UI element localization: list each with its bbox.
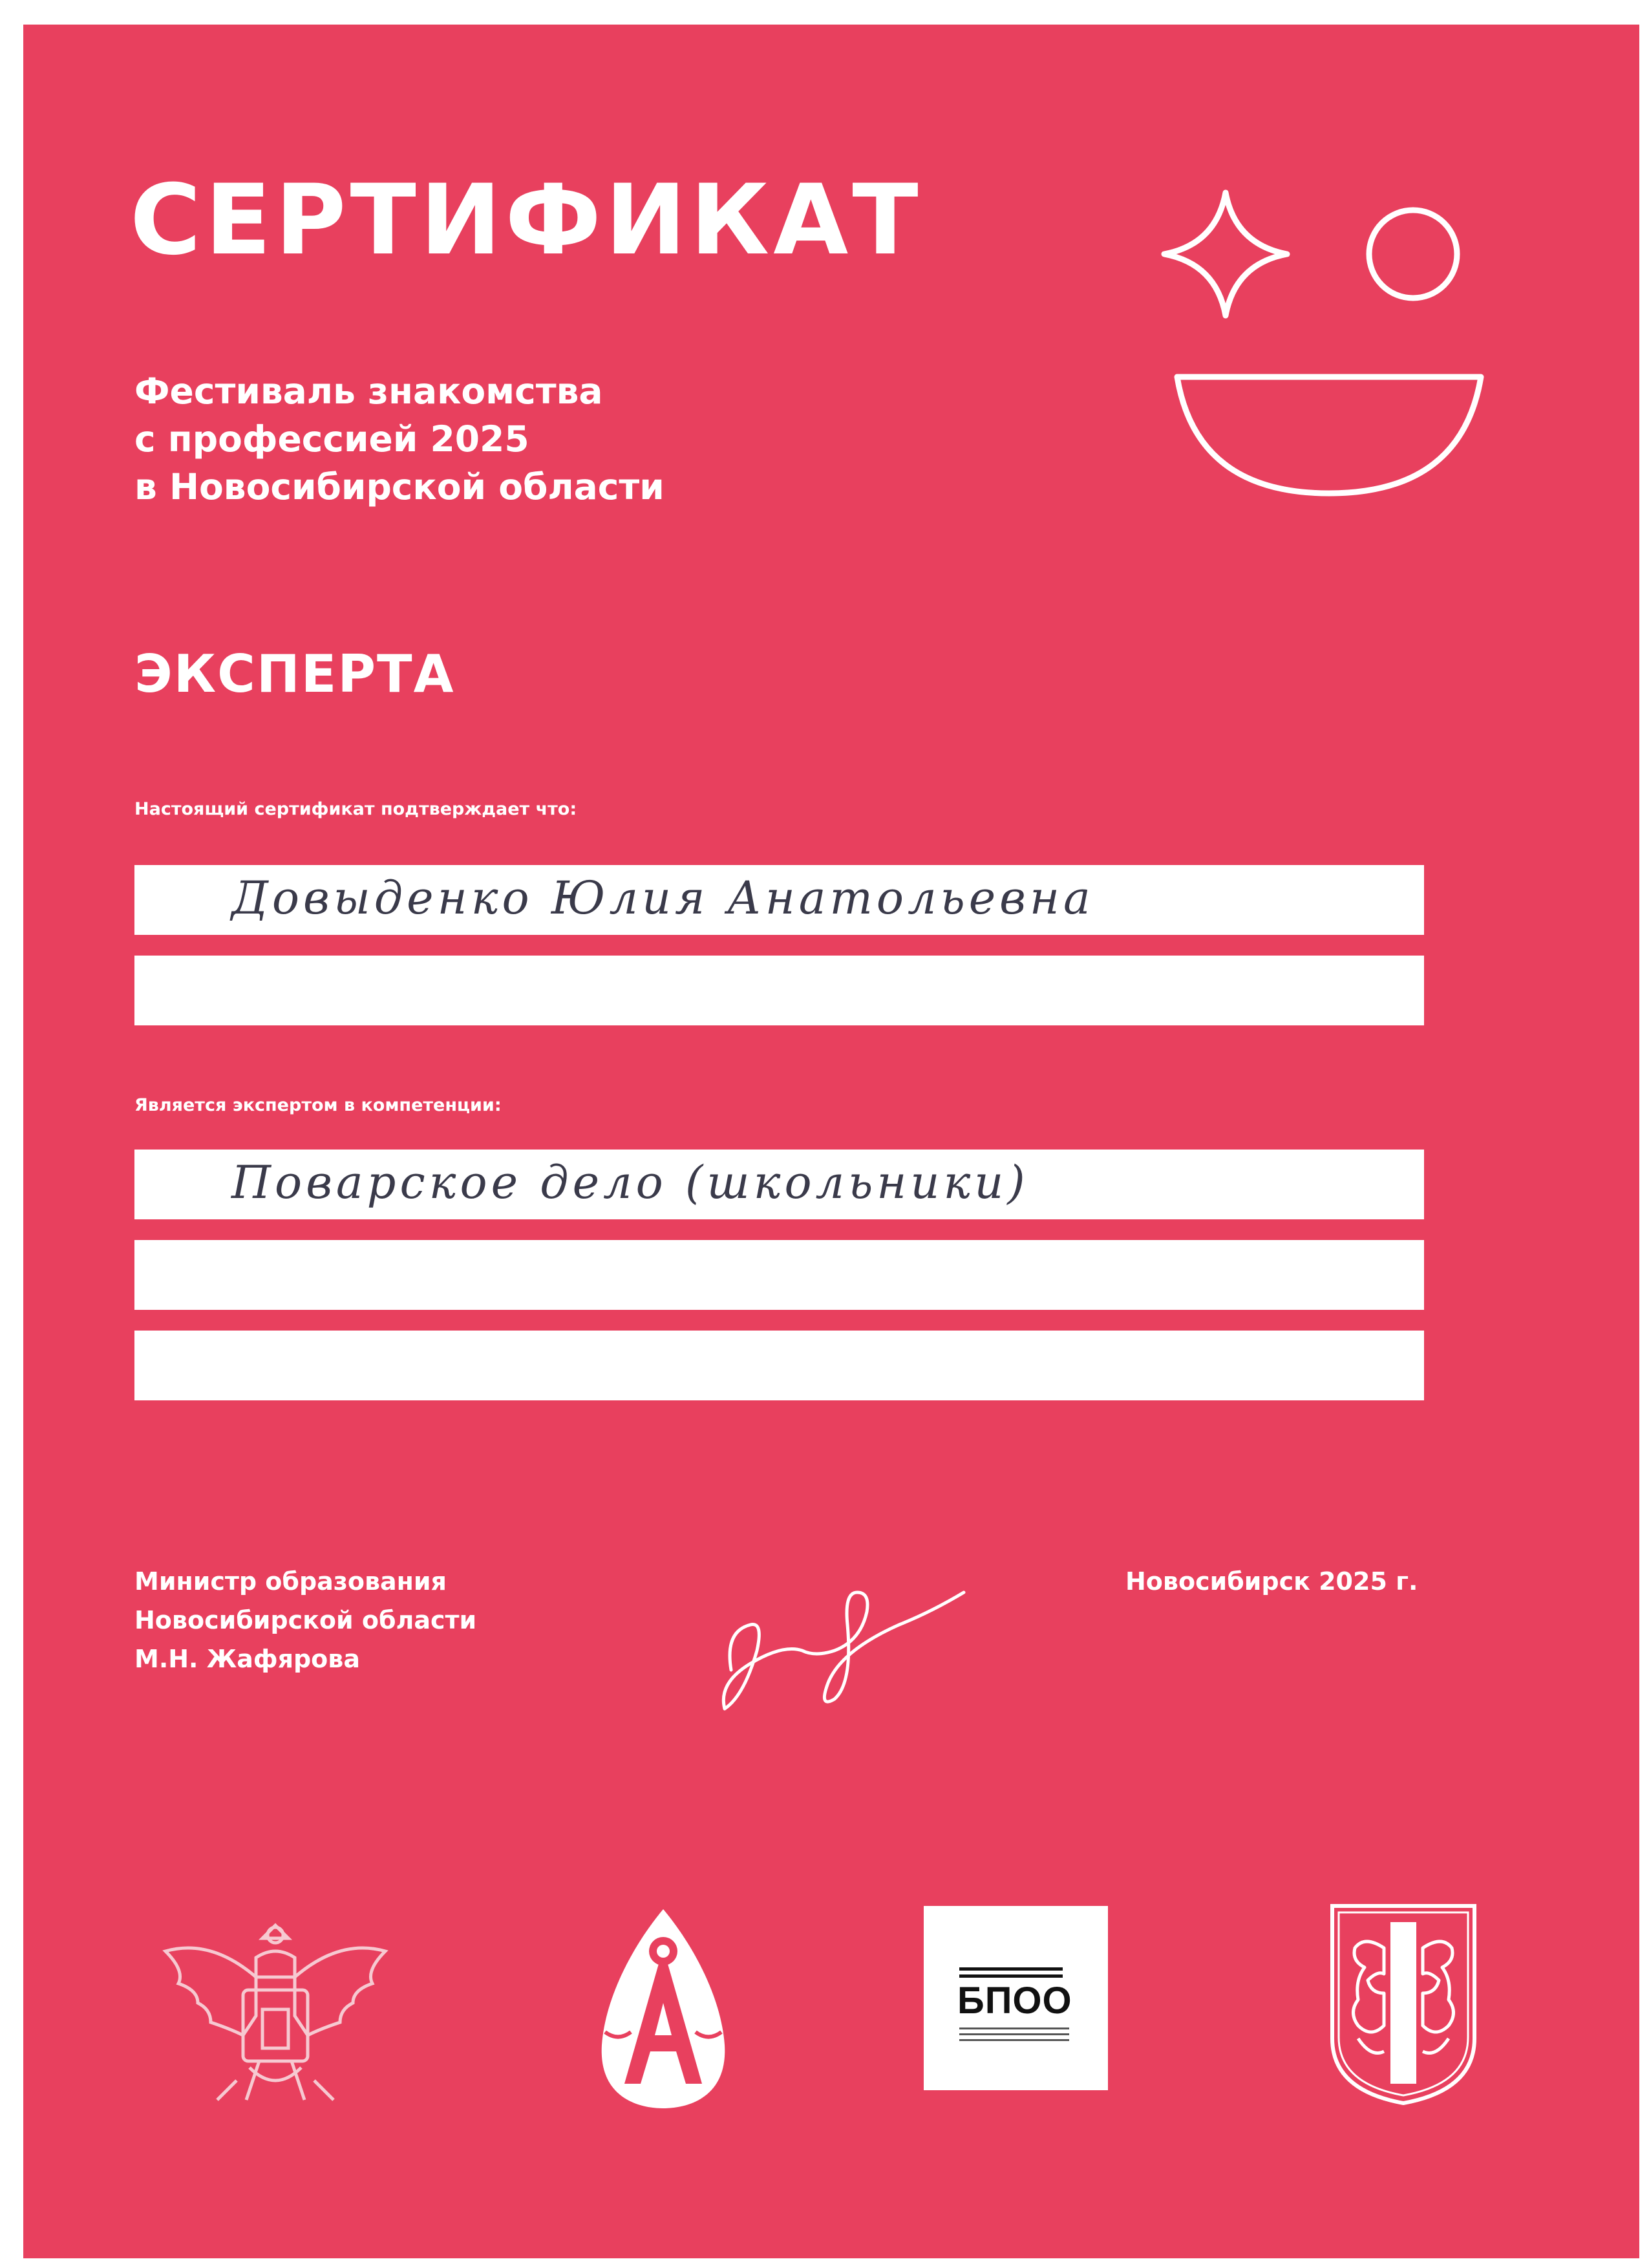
letter-a-logo	[592, 1903, 734, 2110]
name-field-line-1	[134, 865, 1424, 935]
novosibirsk-coat-of-arms	[1319, 1896, 1487, 2110]
festival-title: Фестиваль знакомства с профессией 2025 в Новосибирской области	[134, 370, 665, 508]
name-handwritten: Довыденко Юлия Анатольевна	[231, 872, 1094, 925]
certificate-role: ЭКСПЕРТА	[134, 644, 455, 704]
confirm-caption: Настоящий сертификат подтверждает что:	[134, 799, 577, 819]
signature-mark	[705, 1554, 977, 1722]
bpoo-logo-text: БПОО	[957, 1980, 1072, 2022]
signatory: Министр образования Новосибирской области М.Н. Жафярова	[134, 1567, 477, 1673]
scan-sheet	[12, 12, 1636, 2256]
sparkle-icon	[1164, 193, 1287, 316]
bpoo-logo	[924, 1906, 1108, 2090]
competence-field-line-2	[134, 1240, 1424, 1310]
place-date: Новосибирск 2025 г.	[1125, 1567, 1418, 1596]
competence-field-line-1	[134, 1150, 1424, 1219]
certificate-title: СЕРТИФИКАТ	[130, 164, 922, 277]
competence-field-line-3	[134, 1331, 1424, 1400]
competence-handwritten: Поварское дело (школьники)	[231, 1156, 1029, 1209]
decorative-face	[1158, 183, 1494, 519]
competence-caption: Является экспертом в компетенции:	[134, 1095, 502, 1115]
circle-icon	[1369, 210, 1457, 298]
name-field-line-2	[134, 956, 1424, 1025]
bowl-icon	[1177, 377, 1481, 493]
russian-eagle-emblem	[159, 1899, 392, 2113]
certificate	[23, 25, 1639, 2258]
